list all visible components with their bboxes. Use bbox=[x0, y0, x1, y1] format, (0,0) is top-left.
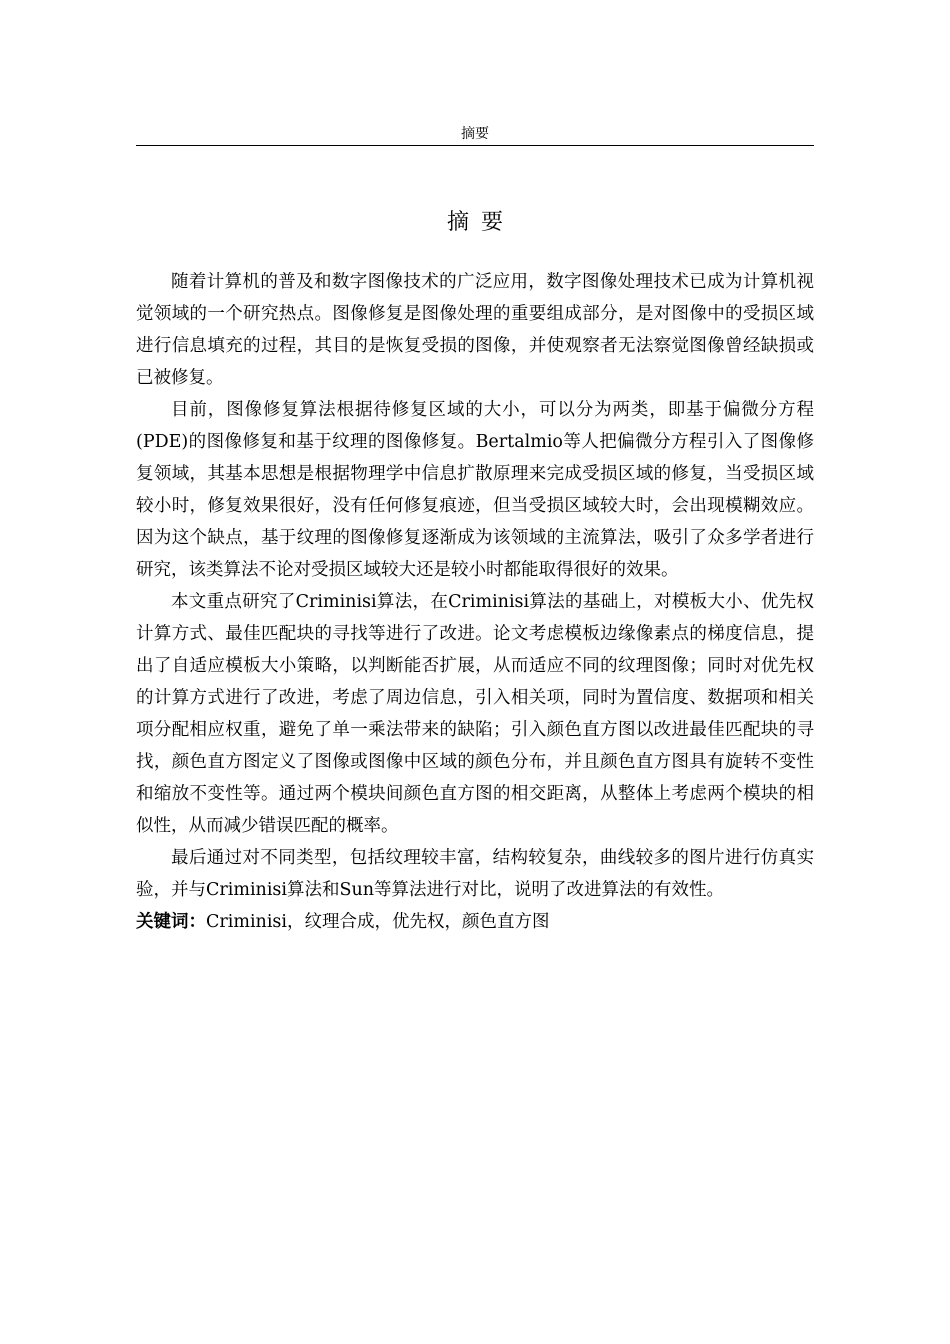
abstract-paragraph-3: 本文重点研究了Criminisi算法，在Criminisi算法的基础上，对模板大小、优先权计算方式、最佳匹配块的寻找等进行了改进。论文考虑模板边缘像素点的梯度信息，提出了自适应模板大小策略，以判断能否扩展，从而适应不同的纹理图像；同时对优先权的计算方式进行了改进，考虑了周边信息，引入相关项，同时为置信度、数据项和相关项分配相应权重，避免了单一乘法带来的缺陷；引入颜色直方图以改进最佳匹配块的寻找，颜色直方图定义了图像或图像中区域的颜色分布，并且颜色直方图具有旋转不变性和缩放不变性等。通过两个模块间颜色直方图的相交距离，从整体上考虑两个模块的相似性，从而减少错误匹配的概率。 bbox=[136, 592, 814, 836]
abstract-paragraph-1: 随着计算机的普及和数字图像技术的广泛应用，数字图像处理技术已成为计算机视觉领域的一个研究热点。图像修复是图像处理的重要组成部分，是对图像中的受损区域进行信息填充的过程，其目的是恢复受损的图像，并使观察者无法察觉图像曾经缺损或已被修复。 bbox=[136, 272, 814, 388]
abstract-paragraph-4: 最后通过对不同类型，包括纹理较丰富，结构较复杂，曲线较多的图片进行仿真实验，并与Criminisi算法和Sun等算法进行对比，说明了改进算法的有效性。 bbox=[136, 848, 814, 900]
abstract-body bbox=[136, 266, 814, 938]
running-header: 摘要 bbox=[461, 126, 489, 142]
abstract-title: 摘要 bbox=[446, 210, 515, 235]
header-rule bbox=[136, 145, 814, 146]
keywords-label: 关键词： bbox=[136, 912, 206, 932]
abstract-paragraph-2: 目前，图像修复算法根据待修复区域的大小，可以分为两类，即基于偏微分方程(PDE)的图像修复和基于纹理的图像修复。Bertalmio等人把偏微分方程引入了图像修复领域，其基本思想是根据物理学中信息扩散原理来完成受损区域的修复，当受损区域较小时，修复效果很好，没有任何修复痕迹，但当受损区域较大时，会出现模糊效应。因为这个缺点，基于纹理的图像修复逐渐成为该领域的主流算法，吸引了众多学者进行研究，该类算法不论对受损区域较大还是较小时都能取得很好的效果。 bbox=[136, 400, 814, 580]
keywords-line bbox=[136, 906, 814, 938]
keywords-text: Criminisi，纹理合成，优先权，颜色直方图 bbox=[206, 912, 550, 932]
